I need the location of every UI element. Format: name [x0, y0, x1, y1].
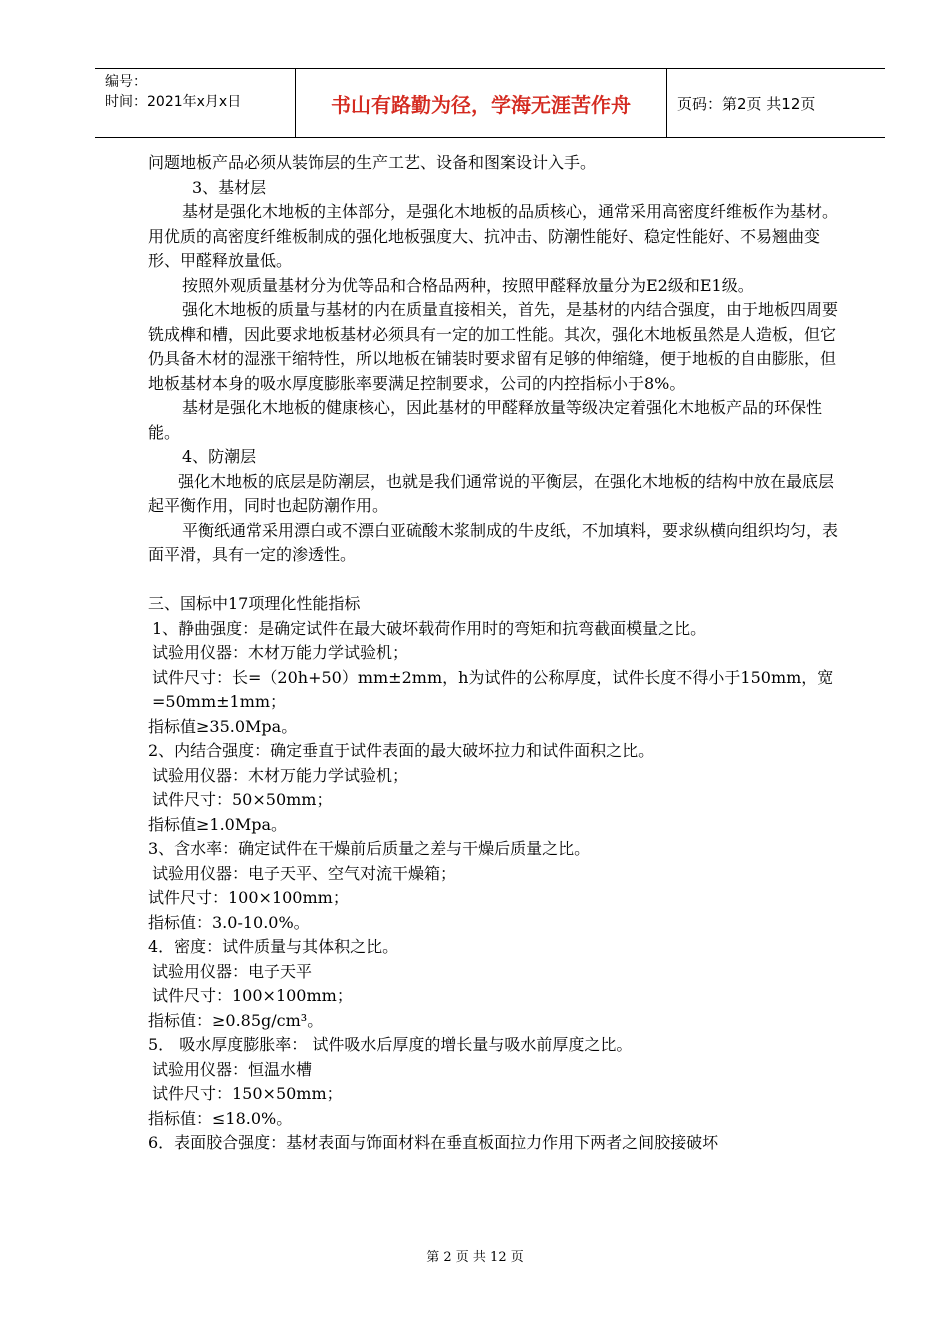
spec-line: 4．密度：试件质量与其体积之比。: [148, 937, 399, 956]
spec-line: 指标值≥35.0Mpa。: [148, 716, 298, 736]
header-number-label: 编号：: [105, 74, 147, 90]
header-meta: [95, 69, 295, 137]
spec-line: 试件尺寸：长=（20h+50）mm±2mm，h为试件的公称厚度，试件长度不得小于150mm，宽=50mm±1mm；: [152, 667, 834, 711]
spec-line: 指标值：3.0-10.0%。: [148, 912, 310, 932]
section-heading: 3、基材层: [192, 177, 267, 197]
spec-line: 试验用仪器：木材万能力学试验机；: [152, 643, 409, 662]
spec-line: 试验用仪器：木材万能力学试验机；: [152, 765, 409, 785]
paragraph: 强化木地板的底层是防潮层，也就是我们通常说的平衡层，在强化木地板的结构中放在最底层起平衡作用，同时也起防潮作用。: [148, 471, 835, 515]
paragraph: 强化木地板的质量与基材的内在质量直接相关，首先，是基材的内结合强度，由于地板四周要铣成榫和槽，因此要求地板基材必须具有一定的加工性能。其次，强化木地板虽然是人造板，但它仍具备木材的湿涨干缩特性，所以地板在铺装时要求留有足够的伸缩缝，便于地板的自由膨胀，但地板基材本身的吸水厚度膨胀率要满足控制要求，公司的内控指标小于8%。: [148, 300, 839, 393]
spec-line: 试件尺寸：50×50mm；: [152, 790, 333, 809]
blank-line: [148, 568, 838, 593]
paragraph: 问题地板产品必须从装饰层的生产工艺、设备和图案设计入手。: [148, 153, 597, 172]
spec-line: 试验用仪器：恒温水槽: [152, 1059, 313, 1079]
document-body: [148, 151, 838, 1156]
spec-line: 指标值：≤18.0%。: [148, 1108, 293, 1128]
paragraph: 基材是强化木地板的主体部分，是强化木地板的品质核心，通常采用高密度纤维板作为基材。用优质的高密度纤维板制成的强化地板强度大、抗冲击、防潮性能好、稳定性能好、不易翘曲变形、甲醛释放量低。: [148, 202, 839, 270]
spec-line: 6．表面胶合强度：基材表面与饰面材料在垂直板面拉力作用下两者之间胶接破坏: [148, 1133, 719, 1152]
paragraph: 平衡纸通常采用漂白或不漂白亚硫酸木浆制成的牛皮纸，不加填料，要求纵横向组织均匀，表面平滑，具有一定的渗透性。: [148, 520, 839, 564]
spec-line: 试件尺寸：150×50mm；: [152, 1084, 343, 1103]
spec-line: 试验用仪器：电子天平、空气对流干燥箱；: [152, 863, 457, 883]
spec-line: 指标值≥1.0Mpa。: [148, 814, 288, 834]
paragraph: 基材是强化木地板的健康核心，因此基材的甲醛释放量等级决定着强化木地板产品的环保性能。: [148, 398, 823, 442]
header-motto: 书山有路勤为径，学海无涯苦作舟: [295, 69, 667, 137]
spec-line: 试件尺寸：100×100mm；: [148, 888, 349, 907]
header-time-label: 时间：2021年x月x日: [105, 94, 242, 110]
page-footer: 第 2 页 共 12 页: [426, 1250, 524, 1265]
page-header: [95, 68, 885, 138]
spec-line: 试件尺寸：100×100mm；: [152, 986, 353, 1005]
spec-line: 5． 吸水厚度膨胀率： 试件吸水后厚度的增长量与吸水前厚度之比。: [148, 1035, 633, 1054]
spec-line: 指标值：≥0.85g/cm³。: [148, 1010, 324, 1030]
spec-line: 3、含水率：确定试件在干燥前后质量之差与干燥后质量之比。: [148, 839, 591, 858]
spec-line: 2、内结合强度：确定垂直于试件表面的最大破坏拉力和试件面积之比。: [148, 741, 655, 760]
section-heading: 4、防潮层: [182, 447, 257, 466]
header-page-info: 页码：第2页 共12页: [677, 94, 816, 113]
spec-line: 试验用仪器：电子天平: [152, 961, 313, 981]
paragraph: 按照外观质量基材分为优等品和合格品两种，按照甲醛释放量分为E2级和E1级。: [182, 275, 754, 295]
spec-line: 1、静曲强度：是确定试件在最大破坏载荷作用时的弯矩和抗弯截面模量之比。: [152, 618, 707, 638]
section-title: 三、国标中17项理化性能指标: [148, 594, 361, 613]
